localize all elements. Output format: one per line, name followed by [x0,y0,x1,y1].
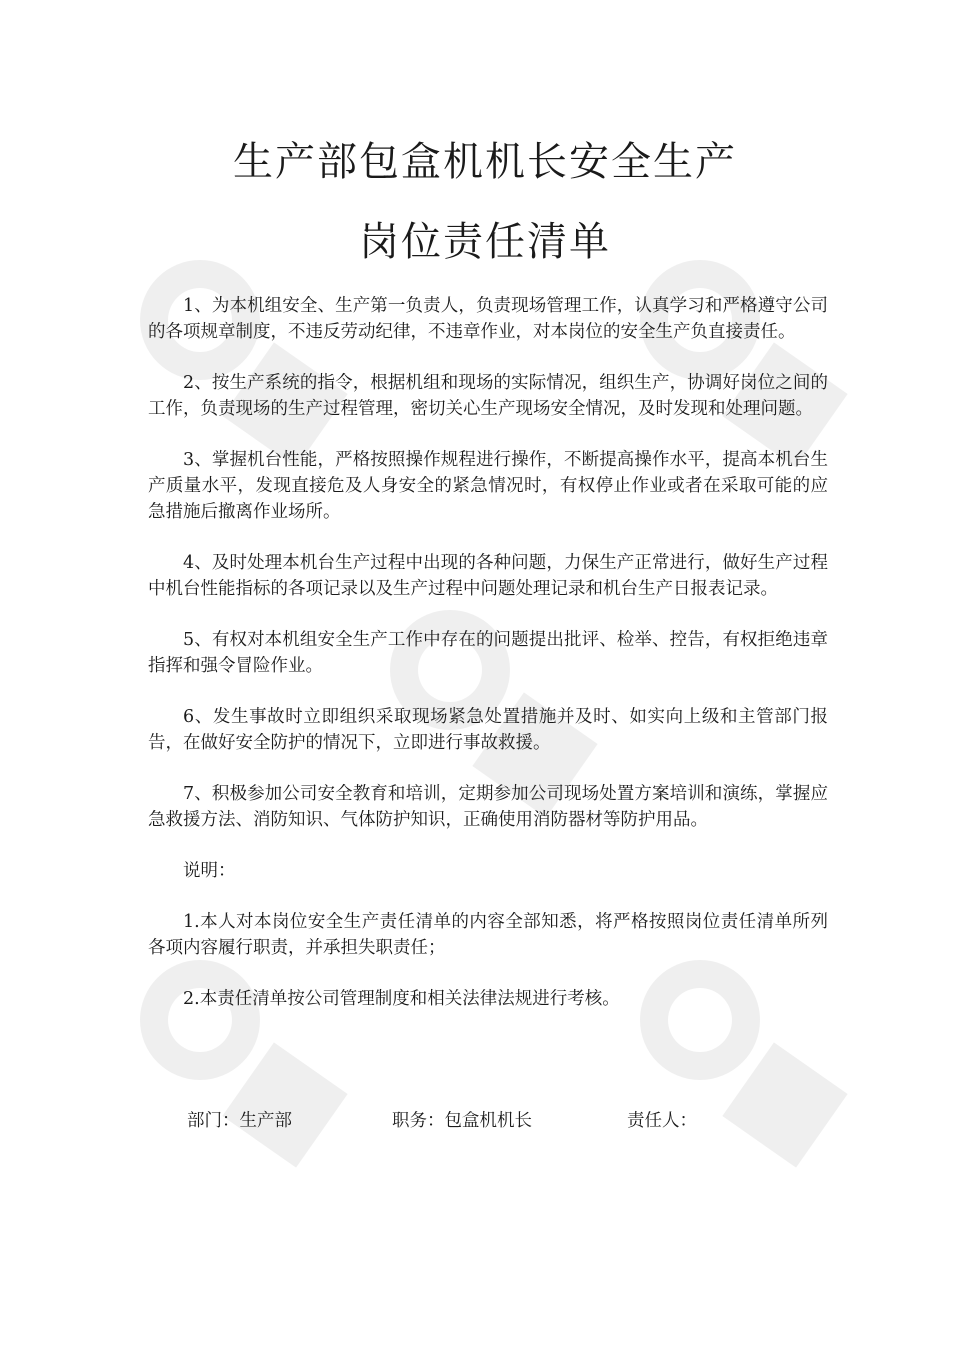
duty-paragraph-5: 5、有权对本机组安全生产工作中存在的问题提出批评、检举、控告，有权拒绝违章指挥和强令冒险作业。 [148,630,828,676]
department-label: 部门：生产部 [187,1111,292,1131]
note-item-1: 1.本人对本岗位安全生产责任清单的内容全部知悉，将严格按照岗位责任清单所列各项内容履行职责，并承担失职责任； [148,912,828,958]
document-title-line-1: 生产部包盒机机长安全生产 [233,139,737,185]
responsible-person-label: 责任人： [627,1111,697,1131]
note-item-2: 2.本责任清单按公司管理制度和相关法律法规进行考核。 [183,989,620,1009]
note-heading: 说明： [183,861,236,881]
duty-paragraph-2: 2、按生产系统的指令，根据机组和现场的实际情况，组织生产，协调好岗位之间的工作，负责现场的生产过程管理，密切关心生产现场安全情况，及时发现和处理问题。 [148,373,828,419]
duty-paragraph-6: 6、发生事故时立即组织采取现场紧急处置措施并及时、如实向上级和主管部门报告，在做好安全防护的情况下，立即进行事故救援。 [148,707,828,753]
document-body [148,293,828,1037]
duty-paragraph-3: 3、掌握机台性能，严格按照操作规程进行操作，不断提高操作水平，提高本机台生产质量水平，发现直接危及人身安全的紧急情况时，有权停止作业或者在采取可能的应急措施后撤离作业场所。 [148,450,828,522]
duty-paragraph-4: 4、及时处理本机台生产过程中出现的各种问题，力保生产正常进行，做好生产过程中机台性能指标的各项记录以及生产过程中问题处理记录和机台生产日报表记录。 [148,553,828,599]
position-label: 职务：包盒机机长 [392,1111,532,1131]
document-title-line-2: 岗位责任清单 [359,219,611,265]
duty-paragraph-1: 1、为本机组安全、生产第一负责人，负责现场管理工作，认真学习和严格遵守公司的各项规章制度，不违反劳动纪律，不违章作业，对本岗位的安全生产负直接责任。 [148,296,828,342]
duty-paragraph-7: 7、积极参加公司安全教育和培训，定期参加公司现场处置方案培训和演练，掌握应急救援方法、消防知识、气体防护知识，正确使用消防器材等防护用品。 [148,784,828,830]
